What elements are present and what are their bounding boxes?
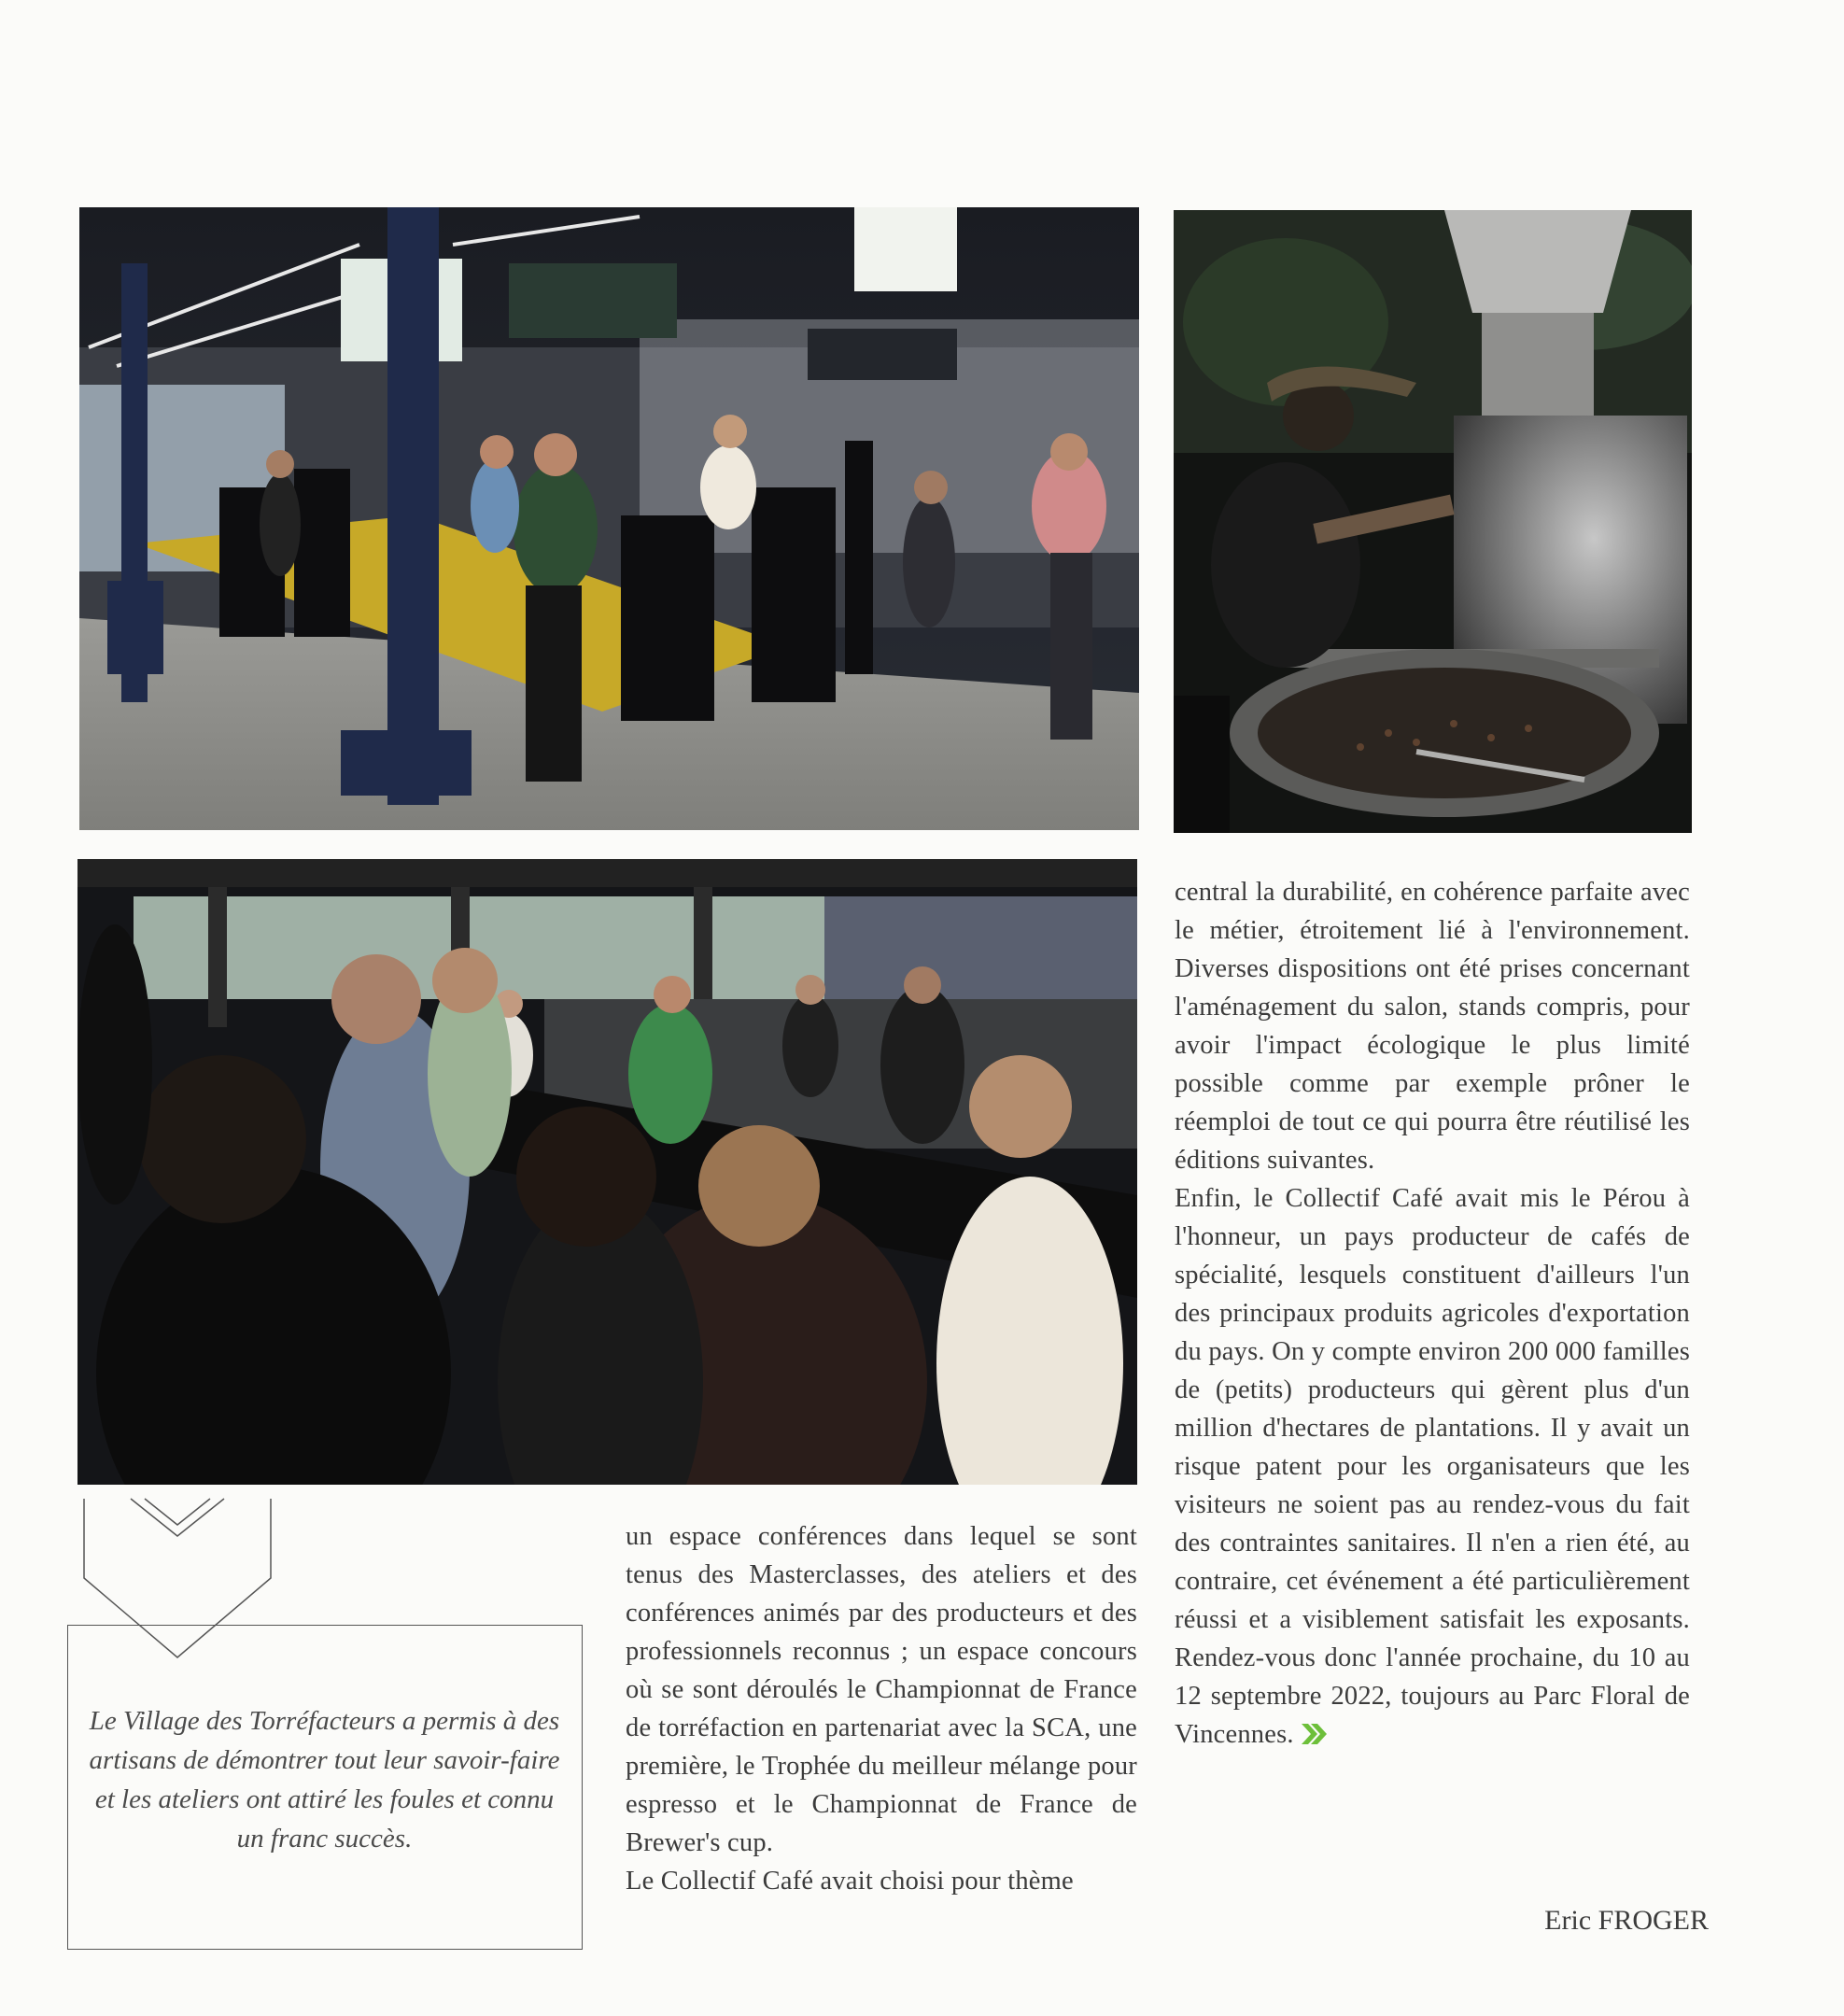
photo-salon-hall (79, 207, 1139, 830)
paragraph: un espace conférences dans lequel se sont tenus des Masterclasses, des ateliers et des conférences animés par des producteurs et des professionnels reconnus ; un espace concours où se sont déroulés le Championnat de France de torréfaction en partenariat avec la SCA, une première, le Trophée du meilleur mélange pour espresso et le Championnat de France de Brewer's cup. (626, 1522, 1137, 1857)
author-name: Eric FROGER (1544, 1905, 1709, 1936)
photo-coffee-roaster (1174, 210, 1692, 833)
article-column-right (1175, 873, 1690, 1754)
article-column-middle (626, 1517, 1137, 1900)
paragraph: central la durabilité, en cohérence parfaite avec le métier, étroitement lié à l'environnement. Diverses dispositions ont été prises concernant l'aménagement du salon, stands compris, pour avoir l'impact écologique le plus limité possible comme par exemple prôner le réemploi de tout ce qui pourra être réutilisé les éditions suivantes. (1175, 878, 1690, 1175)
double-chevron-icon (1300, 1722, 1328, 1746)
paragraph: Enfin, le Collectif Café avait mis le Pérou à l'honneur, un pays producteur de cafés de spécialité, lesquels constituent d'ailleurs l'un des principaux produits agricoles d'exportation du pays. On y compte environ 200 000 familles de (petits) producteurs qui gèrent plus d'un million d'hectares de plantations. Il y avait un risque patent pour les organisateurs que les visiteurs ne soient pas au rendez-vous du fait des contraintes sanitaires. Il n'en a rien été, au contraire, cet événement a été particulièrement réussi et a visiblement satisfait les exposants. Rendez-vous donc l'année prochaine, du 10 au 12 septembre 2022, toujours au Parc Floral de Vincennes. (1175, 1184, 1690, 1749)
paragraph: Le Collectif Café avait choisi pour thème (626, 1867, 1074, 1896)
photo-caption: Le Village des Torréfacteurs a permis à des artisans de démontrer tout leur savoir-faire et les ateliers ont attiré les foules et connu un franc succès. (89, 1706, 560, 1854)
photo-masterclass-crowd (77, 859, 1137, 1485)
